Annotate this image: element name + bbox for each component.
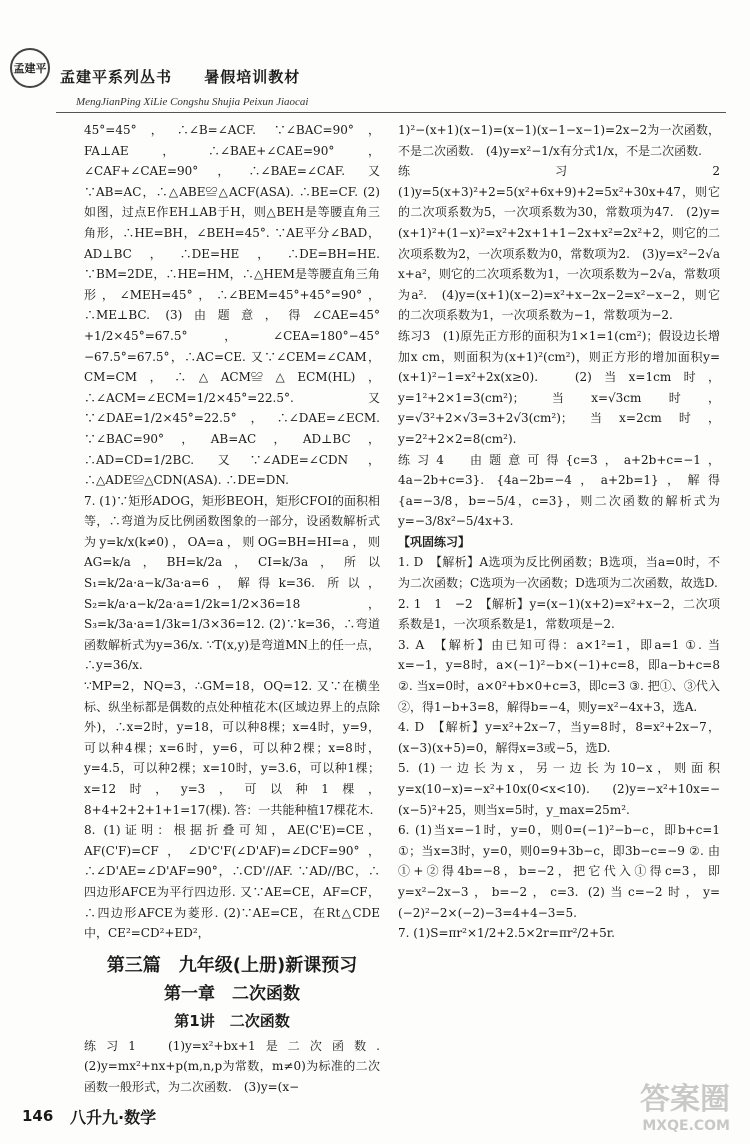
header-divider: [56, 112, 726, 113]
consolidation-label: 【巩固练习】: [398, 534, 471, 549]
series-pinyin: MengJianPing XiLie Congshu Shujia Peixun Jiaocai: [76, 96, 309, 108]
paragraph: ∵MP=2，NQ=3，∴GM=18，OQ=12. 又∵在横坐标、纵坐标都是偶数的点处种植花木(区域边界上的点除外)，∴x=2时，y=18，可以种8棵；x=4时，y=9，可以种4棵；x=6时，y=6，可以种2棵；x=8时，y=4.5，可以种2棵；x=10时，y=3.6，可以种1棵；x=12时，y=3，可以种1棵，8+4+2+2+1+1=17(棵). 答：一共能种植17棵花木.: [84, 679, 380, 817]
answer: 5. (1)一边长为x，另一边长为10−x，则面积y=x(10−x)=−x²+10x(0<x<10). (2)y=−x²+10x=−(x−5)²+25，则当x=5时，y_max=25m².: [398, 761, 720, 817]
answer: 7. (1)S=πr²×1/2+2.5×2r=πr²/2+5r.: [398, 926, 615, 941]
answer: 4. D 【解析】y=x²+2x−7，当y=8时，8=x²+2x−7，(x−3)(x+5)=0，解得x=3或−5，选D.: [398, 720, 720, 755]
right-column: [398, 120, 733, 944]
chapter-heading: 第一章 二次函数: [164, 984, 300, 1005]
answer: 6. (1)当x=−1时，y=0，则0=(−1)²−b−c，即b+c=1 ①；当x=3时，y=0，则0=9+3b−c，即3b−c=−9 ②. 由①+②得4b=−8，b=−2，把它代入①得c=3，即y=x²−2x−3，b=−2，c=3. (2)当c=−2时，y=(−2)²−2×(−2)−3=4+4−3=5.: [398, 823, 720, 920]
answer: 1. D 【解析】A选项为反比例函数；B选项，当a=0时，不为二次函数；C选项为一次函数；D选项为二次函数，故选D.: [398, 555, 720, 591]
paragraph: 1)²−(x+1)(x−1)=(x−1)(x−1−x−1)=2x−2为一次函数，不是二次函数. (4)y=x²−1/x有分式1/x，不是二次函数.: [398, 123, 720, 158]
left-column: [84, 120, 380, 1097]
series-name: 孟建平系列丛书: [60, 68, 173, 86]
paragraph: 8. (1)证明：根据折叠可知，AE(C'E)=CE，AF(C'F)=CF，∠D'C'F(∠D'AF)=∠DCF=90°，∴∠D'AE=∠D'AF=90°，∴CD'//AF. ∵AD//BC，∴四边形AFCE为平行四边形. 又∵AE=CE，AF=CF，∴四边形AFCE为菱形. (2)∵AE=CE，在Rt△CDE中，CE²=CD²+ED²，: [84, 823, 380, 941]
series-subtitle: 暑假培训教材: [204, 68, 301, 86]
lesson-heading: 第1讲 二次函数: [174, 1011, 290, 1030]
watermark: [600, 1074, 730, 1134]
paragraph: 练习2 (1)y=5(x+3)²+2=5(x²+6x+9)+2=5x²+30x+47，则它的二次项系数为5，一次项系数为30，常数项为47. (2)y=(x+1)²+(1−x)²=x²+2x+1+1−2x+x²=2x²+2，则它的二次项系数为2，一次项系数为0，常数项为2. (3)y=x²−2√a x+a²，则它的二次项系数为1，一次项系数为−2√a，常数项为a². (4)y=(x+1)(x−2)=x²+x−2x−2=x²−x−2，则它的二次项系数为1，一次项系数为−1，常数项为−2.: [398, 164, 733, 323]
paragraph: 练习1 (1)y=x²+bx+1是二次函数. (2)y=mx²+nx+p(m,n,p为常数，m≠0)为标准的二次函数一般形式，为二次函数. (3)y=(x−: [84, 1038, 380, 1094]
part-heading: 第三篇 九年级(上册)新课预习: [106, 954, 358, 976]
paragraph: 45°=45°，∴∠B=∠ACF. ∵∠BAC=90°，FA⊥AE，∴∠BAE+∠CAE=90°，∠CAF+∠CAE=90°，∴∠BAE=∠CAF. 又∵AB=AC，∴△ABE≌△ACF(ASA). ∴BE=CF. (2)如图，过点E作EH⊥AB于H，则△BEH是等腰直角三角形，∴HE=BH，∠BEH=45°. ∵AE平分∠BAD，AD⊥BC，∴DE=HE，∴DE=BH=HE. ∵BM=2DE，∴HE=HM，∴△HEM是等腰直角三角形，∠MEH=45°，∴∠BEM=45°+45°=90°，∴ME⊥BC. (3)由题意，得∠CAE=45°+1/2×45°=67.5°，∠CEA=180°−45°−67.5°=67.5°，∴AC=CE. 又∵∠CEM=∠CAM，CM=CM，∴△ACM≌△ECM(HL)，∴∠ACM=∠ECM=1/2×45°=22.5°. 又∵∠DAE=1/2×45°=22.5°，∴∠DAE=∠ECM. ∵∠BAC=90°，AB=AC，AD⊥BC，∴AD=CD=1/2BC. 又∵∠ADE=∠CDN，∴△ADE≌△CDN(ASA). ∴DE=DN.: [84, 123, 380, 488]
paragraph: 练习4 由题意可得{c=3，a+2b+c=−1，4a−2b+c=3}. {4a−2b=−4，a+2b=1}，解得{a=−3/8，b=−5/4，c=3}，则二次函数的解析式为y=−3/8x²−5/4x+3.: [398, 452, 720, 529]
paragraph: 7. (1)∵矩形ADOG，矩形BEOH，矩形CFOI的面积相等，∴弯道为反比例函数图象的一部分，设函数解析式为y=k/x(k≠0)，OA=a，则OG=BH=HI=a，则AG=k/a，BH=k/2a，CI=k/3a，所以S₁=k/2a·a−k/3a·a=6，解得k=36. 所以，S₂=k/a·a−k/2a·a=1/2k=1/2×36=18，S₃=k/3a·a=1/3k=1/3×36=12. (2)∵k=36，∴弯道函数解析式为y=36/x. ∵T(x,y)是弯道MN上的任一点，∴y=36/x.: [84, 493, 380, 673]
watermark-url: MXQE.COM: [642, 1118, 730, 1134]
publisher-logo: 孟建平: [10, 48, 50, 88]
book-name: 八升九·数学: [70, 1108, 157, 1127]
answer: 2. 1 1 −2 【解析】y=(x−1)(x+2)=x²+x−2，二次项系数是1，一次项系数是1，常数项是−2.: [398, 596, 720, 632]
answer: 3. A 【解析】由已知可得：a×1²=1，即a=1 ①. 当x=−1，y=8时，a×(−1)²−b×(−1)+c=8，即a−b+c=8 ②. 当x=0时，a×0²+b×0+c=3，即c=3 ③. 把①、③代入②，得1−b+3=8，解得b=−4，则y=x²−4x+3，选A.: [398, 637, 720, 714]
watermark-text: 答案圈: [640, 1082, 730, 1117]
series-title: [60, 66, 300, 87]
page-number: 146: [22, 1107, 54, 1125]
paragraph: 练习3 (1)原先正方形的面积为1×1=1(cm²)；假设边长增加x cm，则面积为(x+1)²(cm²)，则正方形的增加面积y=(x+1)²−1=x²+2x(x≥0). (2)当x=1cm时，y=1²+2×1=3(cm²)；当x=√3cm时，y=√3²+2×√3=3+2√3(cm²)；当x=2cm时，y=2²+2×2=8(cm²).: [398, 328, 720, 446]
